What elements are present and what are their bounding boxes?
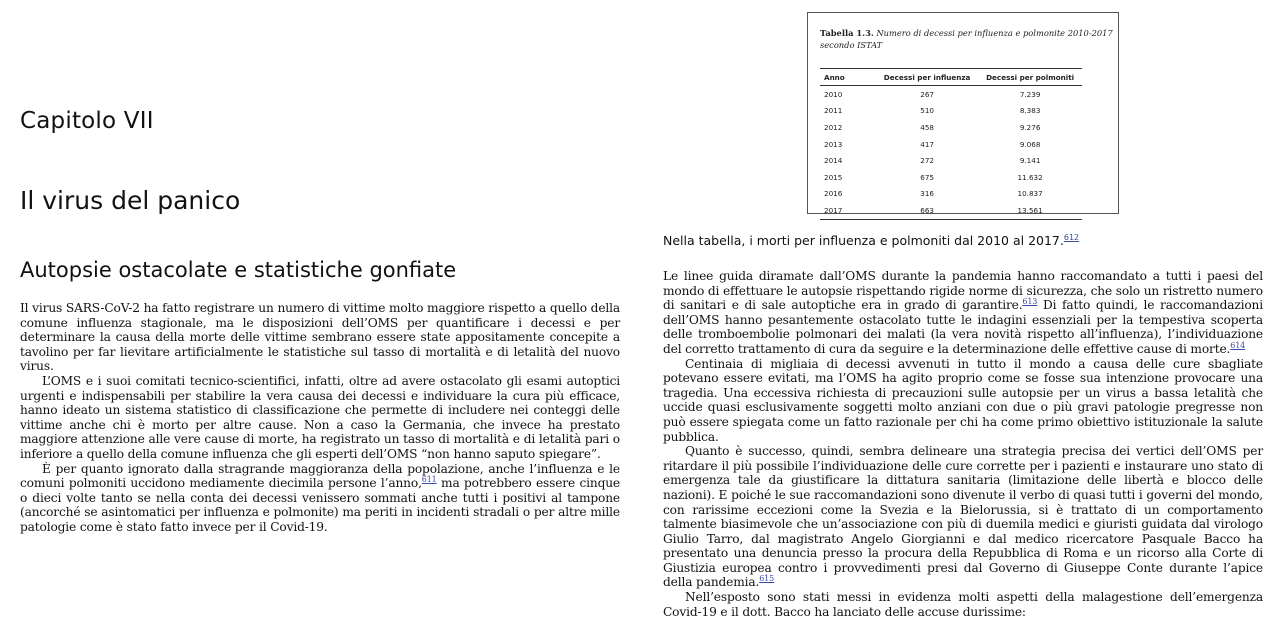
table-cell: 675 xyxy=(920,172,934,182)
table-cell: 2011 xyxy=(824,106,843,116)
table-row xyxy=(820,169,1082,186)
table-cell: 272 xyxy=(920,156,934,166)
paragraph xyxy=(663,357,1263,445)
table-cell: 316 xyxy=(920,189,934,199)
table-cell: 417 xyxy=(920,139,934,149)
footnote-link[interactable]: 615 xyxy=(759,574,775,584)
table-row xyxy=(820,136,1082,153)
paragraph xyxy=(20,462,620,535)
table-row xyxy=(820,152,1082,169)
table-header-row xyxy=(820,69,1082,86)
table-row xyxy=(820,103,1082,120)
table-cell: 510 xyxy=(920,106,934,116)
table-cell: 2014 xyxy=(824,156,843,166)
table-note-text: Nella tabella, i morti per influenza e polmoniti dal 2010 al 2017. xyxy=(663,233,1064,248)
chapter-title: Il virus del panico xyxy=(20,186,241,215)
paragraph: L’OMS e i suoi comitati tecnico-scientifici, infatti, oltre ad avere ostacolato gli esami autoptici urgenti e indispensabili per stabilire la vera causa dei decessi e individuare la cura più efficace, hanno ideato un sistema statistico di classificazione che permette di includere nei conteggi delle vittime anche chi è morto per altre cause. Non a caso la Germania, che invece ha prestato maggiore attenzione alle vere cause di morte, ha registrato un tasso di mortalità e di letalità pari o inferiore a quello della comune influenza che gli esperti dell’OMS “non hanno saputo spiegare”. xyxy=(20,373,620,461)
table-cell: 11.632 xyxy=(1017,172,1043,182)
chapter-heading: Capitolo VII xyxy=(20,108,154,134)
table-cell: 2017 xyxy=(820,202,876,219)
table-row xyxy=(820,119,1082,136)
paragraph-text: Di fatto quindi, le raccomandazioni dell’OMS hanno pesantemente ostacolato tutte le indagini essenziali per la tempestiva scoperta delle tromboembolie polmonari dei malati (la vera novità rispetto all’influenza), l’individuazione del corretto trattamento di cura da seguire e la determinazione delle effettive cause di morte. xyxy=(663,298,1264,356)
footnote-link[interactable]: 613 xyxy=(1022,297,1038,307)
data-table xyxy=(820,68,1082,220)
paragraph-text: Quanto è successo, quindi, sembra delineare una strategia precisa dei vertici dell’OMS per ritardare il più possibile l’individuazione delle cure corrette per i pazienti e instaurare uno stato di emergenza tale da giustificare la dittatura sanitaria (limitazione delle libertà e blocco delle nazioni). E poiché le sue raccomandazioni sono divenute il verbo di quasi tutti i governi del mondo, con rarissime eccezioni come la Svezia e la Bielorussia, si è trattato di un comportamento talmente biasimevole che un’associazione con più di duemila medici e giuristi guidata dal virologo Giulio Tarro, dal magistrato Angelo Giorgianni e dal medico ricercatore Pasquale Bacco ha presentato una denuncia presso la procura della Repubblica di Roma e un ricorso alla Corte di Giustizia europea contro i provvedimenti presi dal Governo di Giuseppe Conte durante l’apice della pandemia. xyxy=(663,444,1263,590)
table-cell: 2015 xyxy=(824,172,843,182)
table-figure xyxy=(807,12,1119,214)
paragraph xyxy=(663,590,1263,619)
paragraph: Il virus SARS-CoV-2 ha fatto registrare un numero di vittime molto maggiore rispetto a quello della comune influenza stagionale, ma le disposizioni dell’OMS per quantificare i decessi e per determinare la causa della morte delle vittime sembrano essere state appositamente concepite a tavolino per far lievitare artificialmente le statistiche sul tasso di mortalità e di letalità del nuovo virus. xyxy=(20,301,620,374)
paragraph xyxy=(663,444,1263,590)
paragraph-text: Le linee guida diramate dall’OMS durante la pandemia hanno raccomandato a tutti i paesi del mondo di effettuare le autopsie rispettando rigide norme di sicurezza, che solo un ristretto numero di sanitari e di sale autoptiche era in grado di garantire. xyxy=(663,269,1263,313)
table-cell: 458 xyxy=(920,122,934,132)
table-cell: 2016 xyxy=(824,189,843,199)
footnote-link[interactable]: 611 xyxy=(421,475,437,485)
right-body-text xyxy=(663,269,1263,619)
paragraph-text: ma potrebbero essere cinque o dieci volte tanto se nella conta dei decessi venissero sommati anche tutti i positivi al tampone (ancorché se asintomatici per influenza e polmonite) ma periti in incidenti stradali o per altre mille patologie come è stato fatto invece per il Covid-19. xyxy=(20,476,620,534)
table-cell: 663 xyxy=(876,202,978,219)
table-cell: 8.383 xyxy=(1019,106,1041,116)
table-cell: 13.561 xyxy=(978,202,1082,219)
footnote-link[interactable]: 614 xyxy=(1230,340,1246,350)
table-row xyxy=(820,202,1082,219)
table-caption-text: Numero di decessi per influenza e polmonite 2010-2017 secondo ISTAT xyxy=(820,28,1113,50)
column-header: Anno xyxy=(820,69,876,86)
table-caption-label: Tabella 1.3. xyxy=(820,28,874,38)
footnote-link[interactable]: 612 xyxy=(1063,232,1080,242)
column-header: Decessi per influenza xyxy=(876,69,978,86)
paragraph-text: Centinaia di migliaia di decessi avvenuti in tutto il mondo a causa delle cure sbagliate potevano essere evitati, ma l’OMS ha agito proprio come se fosse sua intenzione provocare una tragedia. Una eccessiva richiesta di precauzioni sulle autopsie per un virus a bassa letalità che uccide quasi esclusivamente soggetti molto anziani con due o più gravi patologie pregresse non può essere spiegata come un fatto razionale per chi ha come primo obiettivo istituzionale la salute pubblica. xyxy=(663,356,1263,444)
column-header: Decessi per polmoniti xyxy=(978,69,1082,86)
left-body-text xyxy=(20,301,620,535)
table-cell: 9.141 xyxy=(1019,156,1041,166)
paragraph xyxy=(663,269,1263,357)
section-heading: Autopsie ostacolate e statistiche gonfiate xyxy=(20,258,457,282)
table-cell: 267 xyxy=(920,89,934,99)
table-cell: 2010 xyxy=(824,89,843,99)
table-cell: 2012 xyxy=(824,122,843,132)
table-cell: 2013 xyxy=(824,139,843,149)
table-cell: 7.239 xyxy=(1019,89,1041,99)
paragraph-text: Nell’esposto sono stati messi in evidenza molti aspetti della malagestione dell’emergenza Covid-19 e il dott. Bacco ha lanciato delle accuse durissime: xyxy=(663,590,1263,619)
table-caption xyxy=(820,27,1116,51)
table-cell: 9.276 xyxy=(1019,122,1041,132)
table-row xyxy=(820,186,1082,203)
paragraph-text: È per quanto ignorato dalla stragrande maggioranza della popolazione, anche l’influenza e le comuni polmoniti uccidono mediamente diecimila persone l’anno, xyxy=(20,461,620,491)
table-note xyxy=(663,233,1079,248)
table-cell: 10.837 xyxy=(1017,189,1043,199)
table-cell: 9.068 xyxy=(1019,139,1041,149)
table-row xyxy=(820,86,1082,103)
